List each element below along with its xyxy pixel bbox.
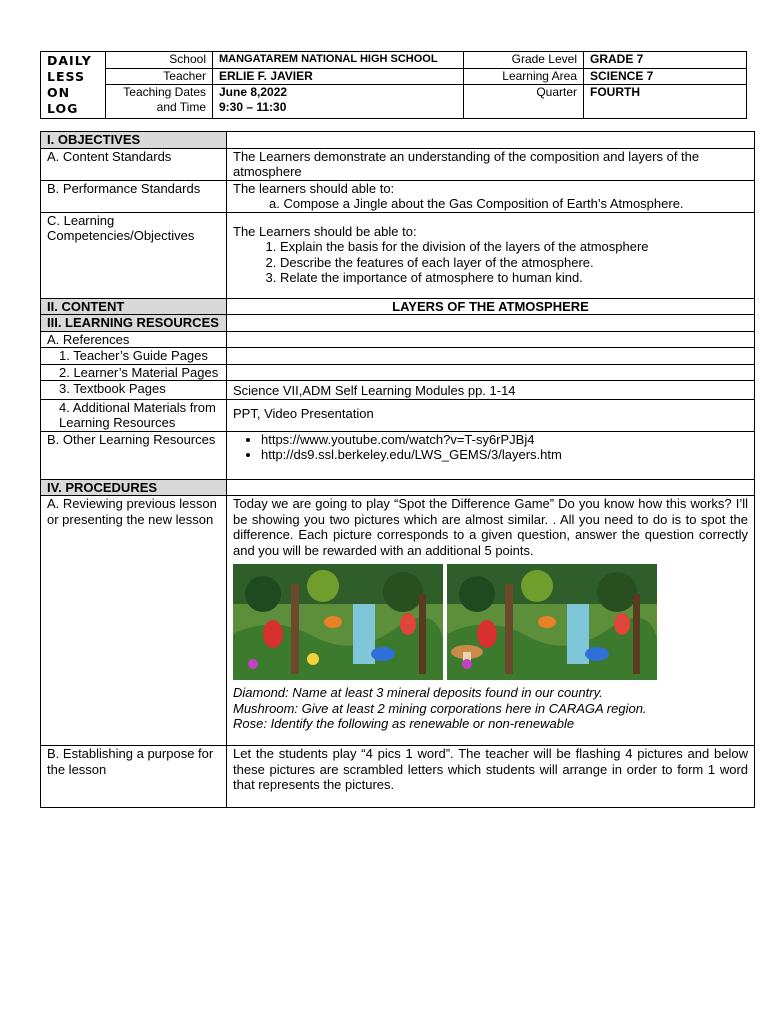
additional-materials-label: 4. Additional Materials from Learning Resources (41, 399, 227, 431)
performance-standards-label: B. Performance Standards (41, 180, 227, 212)
dates-label: Teaching Dates and Time (106, 85, 213, 119)
competencies-list (233, 239, 748, 286)
grade-value: GRADE 7 (584, 52, 747, 69)
dates-value: June 8,2022 9:30 – 11:30 (213, 85, 464, 119)
purpose-text: Let the students play “4 pics 1 word”. The teacher will be flashing 4 pictures and below these pictures are scrambled letters which students will arrange in order to form 1 word that represents the pictures. (227, 746, 755, 808)
performance-standards-text: The learners should able to: a. Compose a Jingle about the Gas Composition of Earth’s Atmosphere. (227, 180, 755, 212)
quarter-value: FOURTH (584, 85, 747, 119)
dll-title: DAILY LESS ON LOG (41, 52, 106, 119)
other-resources-label: B. Other Learning Resources (41, 431, 227, 479)
additional-materials-text: PPT, Video Presentation (227, 399, 755, 431)
link-youtube[interactable]: • https://www.youtube.com/watch?v=T-sy6rPJBj4 (261, 432, 748, 448)
textbook-pages-text: Science VII,ADM Self Learning Modules pp. 1-14 (227, 381, 755, 400)
spot-difference-image (233, 564, 657, 682)
question-rose: Rose: Identify the following as renewable or non-renewable (233, 716, 575, 731)
references-label: A. References (41, 331, 227, 348)
area-label: Learning Area (464, 68, 584, 85)
lesson-table (40, 131, 755, 808)
jungle-picture-left (233, 564, 443, 680)
content-standards-text: The Learners demonstrate an understanding of the composition and layers of the atmosphere (227, 148, 755, 180)
lm-pages-label: 2. Learner’s Material Pages (41, 364, 227, 381)
competencies-text: The Learners should be able to: 1. Explain the basis for the division of the layers of the atmosphere 2. Describe the features of each layer of the atmosphere. 3. Relate the importance of atmosphere to human kind. (227, 212, 755, 298)
list-item: 2. Describe the features of each layer of the atmosphere. (280, 255, 748, 271)
teacher-value: ERLIE F. JAVIER (213, 68, 464, 85)
link-berkeley[interactable]: • http://ds9.ssl.berkeley.edu/LWS_GEMS/3/layers.htm (261, 447, 748, 463)
question-diamond: Diamond: Name at least 3 mineral deposits found in our country. (233, 685, 603, 700)
school-value: MANGATAREM NATIONAL HIGH SCHOOL (213, 52, 464, 69)
competencies-label: C. Learning Competencies/Objectives (41, 212, 227, 298)
tg-pages-label: 1. Teacher’s Guide Pages (41, 348, 227, 365)
teacher-label: Teacher (106, 68, 213, 85)
links-list (233, 432, 748, 463)
procedures-heading: IV. PROCEDURES (41, 479, 227, 496)
content-heading: II. CONTENT (41, 298, 227, 315)
content-topic: LAYERS OF THE ATMOSPHERE (227, 298, 755, 315)
objectives-heading: I. OBJECTIVES (41, 132, 227, 149)
jungle-picture-right (447, 564, 657, 680)
review-label: A. Reviewing previous lesson or presenting the new lesson (41, 496, 227, 746)
performance-item: a. Compose a Jingle about the Gas Composition of Earth’s Atmosphere. (269, 196, 684, 211)
list-item: 1. Explain the basis for the division of the layers of the atmosphere (280, 239, 748, 255)
school-label: School (106, 52, 213, 69)
quarter-label: Quarter (464, 85, 584, 119)
area-value: SCIENCE 7 (584, 68, 747, 85)
grade-label: Grade Level (464, 52, 584, 69)
content-standards-label: A. Content Standards (41, 148, 227, 180)
purpose-label: B. Establishing a purpose for the lesson (41, 746, 227, 808)
review-text: Today we are going to play “Spot the Difference Game” Do you know how this works? I’ll be showing you two pictures which are almost similar. . All you need to do is to spot the difference. Each picture corresponds to a given question, answer the question correctly and you will be rewarded with an additional 5 points. (233, 496, 748, 558)
resources-heading: III. LEARNING RESOURCES (41, 315, 227, 332)
list-item: 3. Relate the importance of atmosphere to human kind. (280, 270, 748, 286)
textbook-pages-label: 3. Textbook Pages (41, 381, 227, 400)
question-mushroom: Mushroom: Give at least 2 mining corporations here in CARAGA region. (233, 700, 647, 716)
header-table (40, 51, 747, 119)
